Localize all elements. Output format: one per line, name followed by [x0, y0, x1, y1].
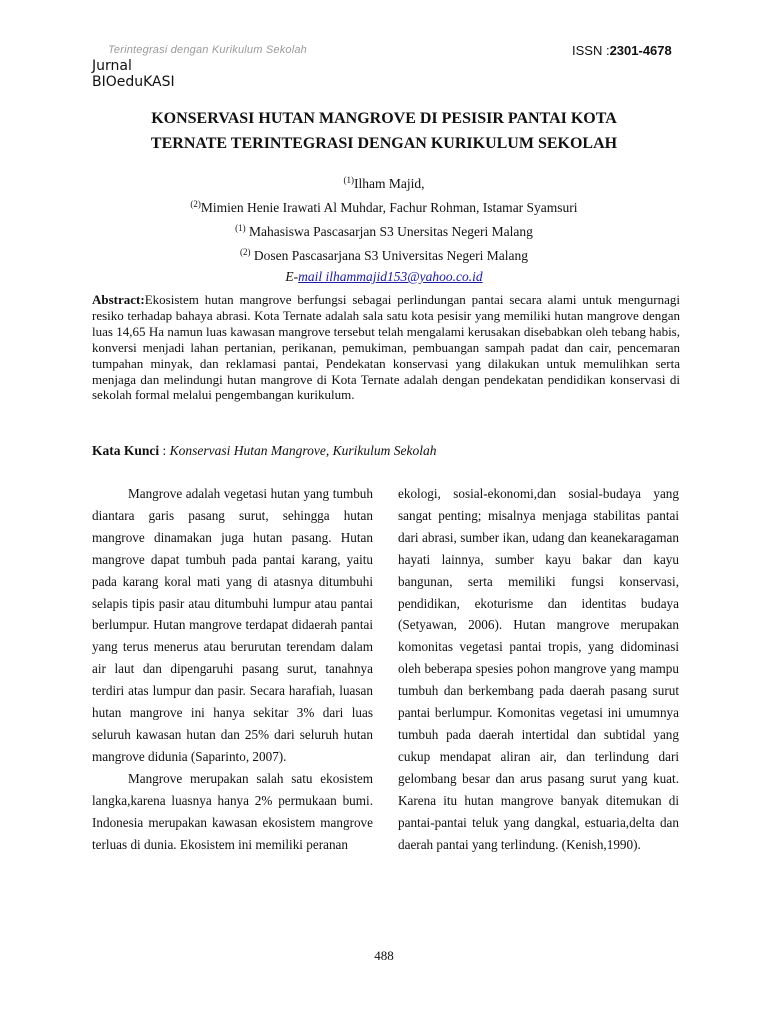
issn — [572, 43, 672, 58]
affiliation2-line — [92, 242, 676, 266]
body-paragraph: ekologi, sosial-ekonomi,dan sosial-budaya yang sangat penting; misalnya menjaga stabilitas pantai dari abrasi, sumber ikan, udang dan keanekaragaman hayati lainnya, sumber kayu bakar dan kayu bangunan, serta memiliki fungsi konservasi, pendidikan, ekoturisme dan identitas budaya (Setyawan, 2006). Hutan mangrove merupakan komonitas vegetasi pantai tropis, yang didominasi oleh beberapa spesies pohon mangrove yang mampu tumbuh dan berkembang pada daerah pasang surut pantai berlumpur. Komonitas vegetasi ini umumnya tumbuh pada daerah intertidal dan subtidal yang cukup mendapat aliran air, dan terlindung dari gelombang besar dan arus pasang surut yang kuat. Karena itu hutan mangrove banyak ditemukan di pantai-pantai teluk yang dangkal, estuaria,delta dan daerah pantai yang terlindung. (Kenish,1990). — [398, 486, 679, 852]
author2-line — [92, 194, 676, 218]
abstract-label: Abstract: — [92, 292, 145, 307]
journal-name — [92, 58, 175, 90]
title-line1: KONSERVASI HUTAN MANGROVE DI PESISIR PANTAI KOTA — [151, 110, 617, 127]
abstract — [92, 292, 680, 403]
affiliation1-superscript: (1) — [235, 223, 246, 233]
abstract-text: Ekosistem hutan mangrove berfungsi sebagai perlindungan pantai secara alami untuk mengurnagi resiko terhadap bahaya abrasi. Kota Ternate adalah sala satu kota pesisir yang memiliki hutan mangrove dengan luas 14,65 Ha namun luas kawasan mangrove tersebut telah mengalami kerusakan disebabkan oleh tebang habis, konversi menjadi lahan pertanian, perikanan, pemukiman, pembuangan sampah padat dan cair, pencemaran tumpahan minyak, dan reklamasi pantai, Pendekatan konservasi yang dilakukan untuk memulihkan serta menjaga dan melindungi hutan mangrove di Kota Ternate adalah dengan pendekatan pendidikan konservasi di sekolah formal melalui pengembangan kurikulum. — [92, 292, 680, 403]
paper-title — [92, 106, 676, 156]
body-paragraph: Mangrove merupakan salah satu ekosistem langka,karena luasnya hanya 2% permukaan bumi. Indonesia merupakan kawasan ekosistem mangrove terluas di dunia. Ekosistem ini memiliki peranan — [92, 770, 373, 852]
title-line2: TERNATE TERINTEGRASI DENGAN KURIKULUM SEKOLAH — [150, 135, 618, 152]
email-prefix: E- — [285, 269, 299, 284]
author1-line — [92, 170, 676, 194]
affiliation2-superscript: (2) — [240, 247, 251, 257]
body-column-right — [398, 483, 679, 855]
keywords-separator: : — [159, 443, 170, 458]
keywords-label: Kata Kunci — [92, 443, 160, 458]
author2-names: Mimien Henie Irawati Al Muhdar, Fachur Rohman, Istamar Syamsuri — [200, 200, 578, 215]
issn-label: ISSN : — [572, 43, 610, 58]
author1-superscript: (1) — [343, 175, 354, 185]
journal-name-line1: Jurnal — [92, 58, 132, 74]
body-column-left — [92, 483, 373, 855]
author1-name: Ilham Majid, — [354, 176, 425, 191]
running-header-faded: Terintegrasi dengan Kurikulum Sekolah — [108, 44, 307, 56]
journal-name-line2: BIOeduKASI — [92, 74, 175, 90]
body-paragraph: Mangrove adalah vegetasi hutan yang tumbuh diantara garis pasang surut, sehingga hutan mangrove dinamakan juga hutan pasang. Hutan mangrove dapat tumbuh pada pantai karang, yaitu pada karang koral mati yang di atasnya ditumbuhi selapis tipis pasir atau ditumbuhi lumpur atau pantai berlumpur. Hutan mangrove terdapat didaerah pantai yang terus menerus atau berurutan terendam dalam air laut dan dipengaruhi pasang surut, tanahnya terdiri atas lumpur dan pasir. Secara harafiah, luasan hutan mangrove ini hanya sekitar 3% dari luas seluruh kawasan hutan dan 25% dari seluruh hutan mangrove didunia (Saparinto, 2007). — [92, 486, 373, 764]
issn-number: 2301-4678 — [609, 43, 672, 58]
keywords-text: Konservasi Hutan Mangrove, Kurikulum Sekolah — [169, 443, 437, 458]
page-number: 488 — [374, 948, 394, 963]
email-link[interactable]: mail ilhammajid153@yahoo.co.id — [298, 269, 483, 284]
affiliation2: Dosen Pascasarjana S3 Universitas Negeri Malang — [250, 248, 528, 263]
author2-superscript: (2) — [190, 199, 201, 209]
email-line — [92, 266, 676, 287]
keywords — [92, 443, 437, 459]
affiliation1: Mahasiswa Pascasarjan S3 Unersitas Negeri Malang — [245, 224, 533, 239]
author-block — [92, 170, 676, 287]
affiliation1-line — [92, 218, 676, 242]
